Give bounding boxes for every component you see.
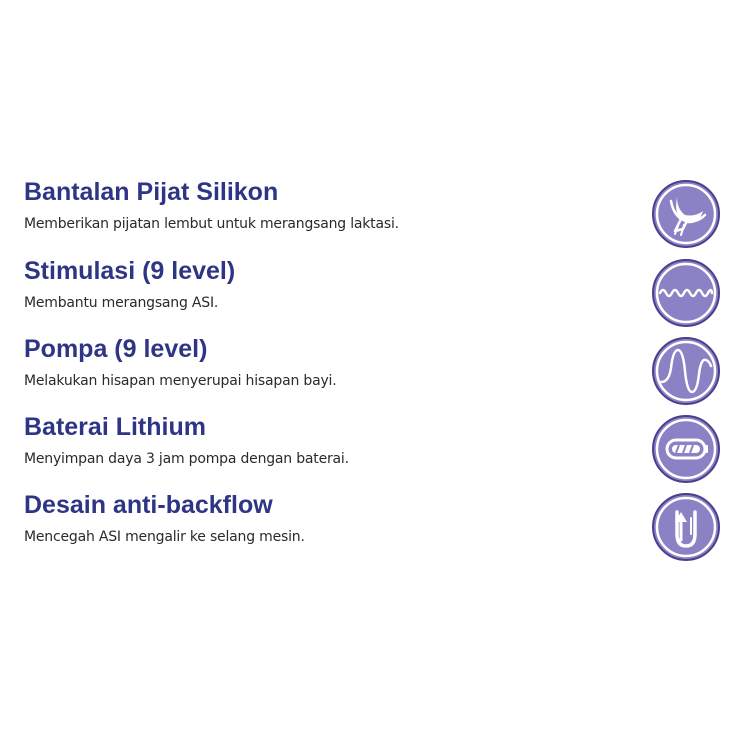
feature-title: Baterai Lithium xyxy=(24,413,206,441)
feature-lithium-battery xyxy=(0,412,735,490)
feature-anti-backflow xyxy=(0,490,735,568)
feature-title: Bantalan Pijat Silikon xyxy=(24,178,279,206)
feature-silicone-massage xyxy=(0,177,735,255)
feature-description: Membantu merangsang ASI. xyxy=(24,295,219,311)
silicone-massage-cushion-icon xyxy=(651,179,721,249)
feature-title: Pompa (9 level) xyxy=(24,335,208,363)
feature-stimulation xyxy=(0,256,735,334)
feature-pump xyxy=(0,334,735,412)
pump-wave-icon xyxy=(651,336,721,406)
feature-description: Melakukan hisapan menyerupai hisapan bayi. xyxy=(24,373,337,389)
feature-title: Stimulasi (9 level) xyxy=(24,257,236,285)
feature-description: Menyimpan daya 3 jam pompa dengan baterai. xyxy=(24,451,349,467)
feature-description: Memberikan pijatan lembut untuk merangsang laktasi. xyxy=(24,216,399,232)
stimulation-wave-icon xyxy=(651,258,721,328)
feature-title: Desain anti-backflow xyxy=(24,491,273,519)
battery-icon xyxy=(651,414,721,484)
anti-backflow-icon xyxy=(651,492,721,562)
feature-description: Mencegah ASI mengalir ke selang mesin. xyxy=(24,529,305,545)
